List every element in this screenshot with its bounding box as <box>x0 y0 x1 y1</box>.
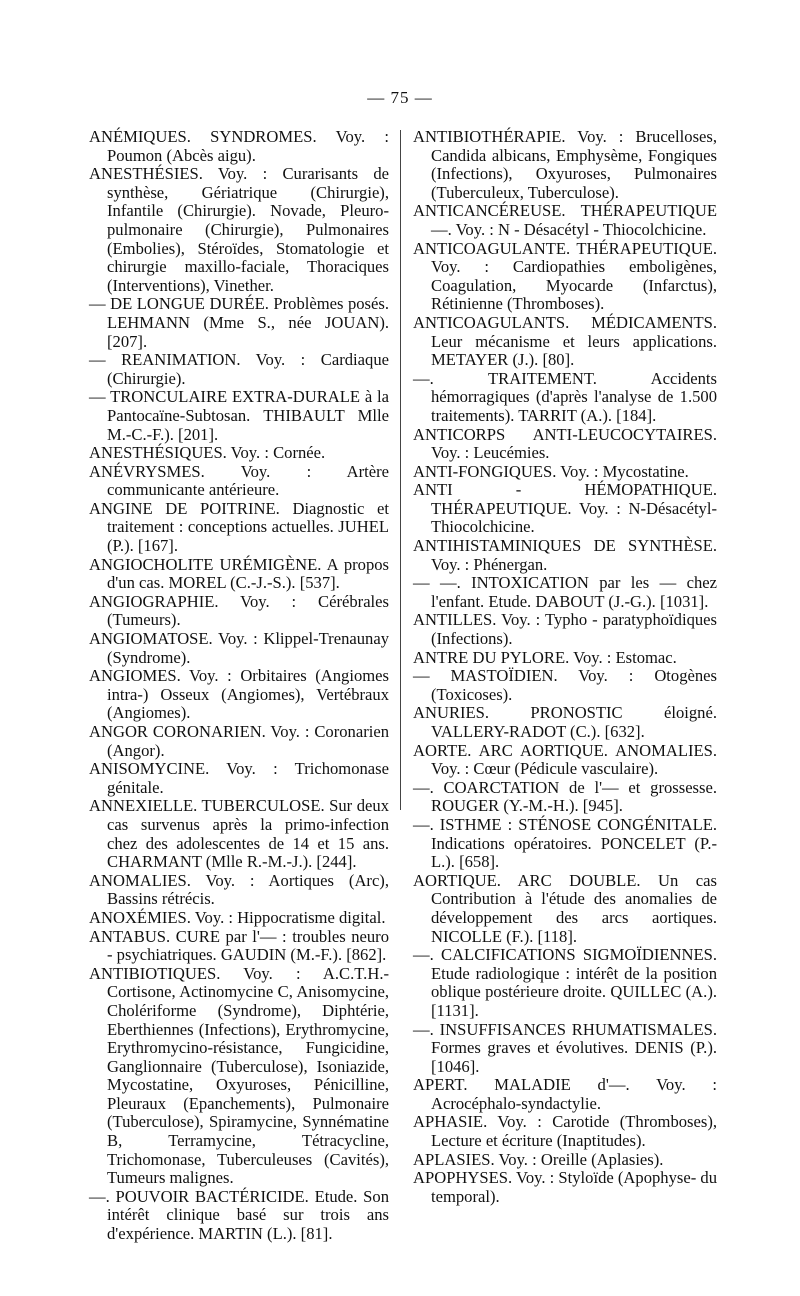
index-entry: —. CALCIFICATIONS SIGMOÏDIENNES. Etude radiologique : intérêt de la position oblique postérieure droite. QUILLEC (A.). [1131]. <box>413 945 717 1020</box>
index-entry: —. ISTHME : STÉNOSE CONGÉNITALE. Indications opératoires. PONCELET (P.-L.). [658]. <box>413 814 717 872</box>
index-entry: ANTICOAGULANTE. THÉRAPEUTIQUE. Voy. : Cardiopathies emboligènes, Coagulation, Myocarde (Infarctus), Rétinienne (Thromboses). <box>413 238 717 314</box>
index-entry: ANGINE DE POITRINE. Diagnostic et traitement : conceptions actuelles. JUHEL (P.). [167]. <box>89 498 389 556</box>
page-number: — 75 — <box>367 88 433 107</box>
index-entry: ANTRE DU PYLORE. Voy. : Estomac. <box>413 647 677 667</box>
index-entry: ANGIOMES. Voy. : Orbitaires (Angiomes intra-) Osseux (Angiomes), Vertébraux (Angiomes). <box>89 666 389 723</box>
index-entry: ANTIBIOTHÉRAPIE. Voy. : Brucelloses, Candida albicans, Emphysème, Fongiques (Infections), Oxyuroses, Pulmonaires (Tuberculeux, Tuberculose). <box>413 127 717 202</box>
right-column <box>413 128 717 1206</box>
left-column <box>89 128 389 1244</box>
index-entry: ANURIES. PRONOSTIC éloigné. VALLERY-RADOT (C.). [632]. <box>413 703 717 741</box>
index-entry: ANÉMIQUES. SYNDROMES. Voy. : Poumon (Abcès aigu). <box>89 127 389 165</box>
index-entry: ANGOR CORONARIEN. Voy. : Coronarien (Angor). <box>89 722 389 760</box>
index-entry: APLASIES. Voy. : Oreille (Aplasies). <box>413 1149 664 1169</box>
index-entry: — REANIMATION. Voy. : Cardiaque (Chirurgie). <box>89 350 389 388</box>
index-entry: ANTABUS. CURE par l'— : troubles neuro - psychiatriques. GAUDIN (M.-F.). [862]. <box>89 926 389 965</box>
index-entry: ANGIOMATOSE. Voy. : Klippel-Trenaunay (Syndrome). <box>89 629 389 667</box>
index-entry: ANISOMYCINE. Voy. : Trichomonase génitale. <box>89 759 389 797</box>
index-entry: —. POUVOIR BACTÉRICIDE. Etude. Son intérêt clinique basé sur trois ans d'expérience. MARTIN (L.). [81]. <box>89 1186 389 1244</box>
index-entry: APHASIE. Voy. : Carotide (Thromboses), Lecture et écriture (Inaptitudes). <box>413 1112 717 1151</box>
index-entry: ANOMALIES. Voy. : Aortiques (Arc), Bassins rétrécis. <box>89 870 389 909</box>
index-entry: — —. INTOXICATION par les — chez l'enfant. Etude. DABOUT (J.-G.). [1031]. <box>413 573 717 611</box>
index-entry: ANOXÉMIES. Voy. : Hippocratisme digital. <box>89 907 386 927</box>
column-divider <box>400 130 401 810</box>
index-entry: ANGIOGRAPHIE. Voy. : Cérébrales (Tumeurs). <box>89 591 389 630</box>
index-entry: AORTIQUE. ARC DOUBLE. Un cas Contribution à l'étude des anomalies de développement des arcs aortiques. NICOLLE (F.). [118]. <box>413 870 717 946</box>
index-entry: ANTIBIOTIQUES. Voy. : A.C.T.H.- Cortisone, Actinomycine C, Anisomycine, Cholériforme (Syndrome), Diphtérie, Eberthiennes (Infections), Erythromycine, Erythromycino-résistance, Fungicidine, Ganglionnaire (Tuberculose), Isoniazide, Mycostatine, Oxyuroses, Pénicilline, Pleuraux (Epanchements), Pulmonaire (Tuberculose), Spiramycine, Synnématine B, Terramycine, Tétracycline, Trichomonase, Tuberculeuses (Cavités), Tumeurs malignes. <box>89 963 389 1188</box>
index-entry: ANESTHÉSIQUES. Voy. : Cornée. <box>89 443 326 463</box>
index-entry: ANESTHÉSIES. Voy. : Curarisants de synthèse, Gériatrique (Chirurgie), Infantile (Chirurgie). Novade, Pleuro-pulmonaire (Chirurgie), Pulmonaires (Embolies), Stéroïdes, Stomatologie et chirurgie maxillo-faciale, Thoraciques (Interventions), Vinether. <box>89 164 389 295</box>
index-entry: — DE LONGUE DURÉE. Problèmes posés. LEHMANN (Mme S., née JOUAN). [207]. <box>89 294 389 351</box>
index-entry: —. TRAITEMENT. Accidents hémorragiques (d'après l'analyse de 1.500 traitements). TARRIT (A.). [184]. <box>413 368 717 425</box>
index-entry: APOPHYSES. Voy. : Styloïde (Apophyse- du temporal). <box>413 1168 717 1206</box>
index-entry: —. INSUFFISANCES RHUMATISMALES. Formes graves et évolutives. DENIS (P.). [1046]. <box>413 1019 717 1076</box>
index-entry: AORTE. ARC AORTIQUE. ANOMALIES. Voy. : Cœur (Pédicule vasculaire). <box>413 740 717 779</box>
index-entry: ANÉVRYSMES. Voy. : Artère communicante antérieure. <box>89 461 389 500</box>
index-entry: — MASTOÏDIEN. Voy. : Otogènes (Toxicoses). <box>413 666 717 704</box>
index-entry: ANTICANCÉREUSE. THÉRAPEUTIQUE —. Voy. : N - Désacétyl - Thiocolchicine. <box>413 201 717 239</box>
index-entry: APERT. MALADIE d'—. Voy. : Acrocéphalo-syndactylie. <box>413 1075 717 1113</box>
index-entry: ANGIOCHOLITE URÉMIGÈNE. A propos d'un cas. MOREL (C.-J.-S.). [537]. <box>89 554 389 593</box>
index-entry: ANNEXIELLE. TUBERCULOSE. Sur deux cas survenus après la primo-infection chez des adolescentes de 14 et 15 ans. CHARMANT (Mlle R.-M.-J.). [244]. <box>89 796 389 872</box>
index-entry: ANTILLES. Voy. : Typho - paratyphoïdiques (Infections). <box>413 610 717 649</box>
index-entry: ANTICORPS ANTI-LEUCOCYTAIRES. Voy. : Leucémies. <box>413 424 717 463</box>
index-entry: ANTICOAGULANTS. MÉDICAMENTS. Leur mécanisme et leurs applications. METAYER (J.). [80]. <box>413 312 717 370</box>
index-entry: —. COARCTATION de l'— et grossesse. ROUGER (Y.-M.-H.). [945]. <box>413 777 717 816</box>
index-entry: — TRONCULAIRE EXTRA-DURALE à la Pantocaïne-Subtosan. THIBAULT Mlle M.-C.-F.). [201]. <box>89 387 389 444</box>
index-entry: ANTI - HÉMOPATHIQUE. THÉRAPEUTIQUE. Voy. : N-Désacétyl-Thiocolchicine. <box>413 480 717 537</box>
index-entry: ANTIHISTAMINIQUES DE SYNTHÈSE. Voy. : Phénergan. <box>413 536 717 574</box>
index-entry: ANTI-FONGIQUES. Voy. : Mycostatine. <box>413 461 689 481</box>
